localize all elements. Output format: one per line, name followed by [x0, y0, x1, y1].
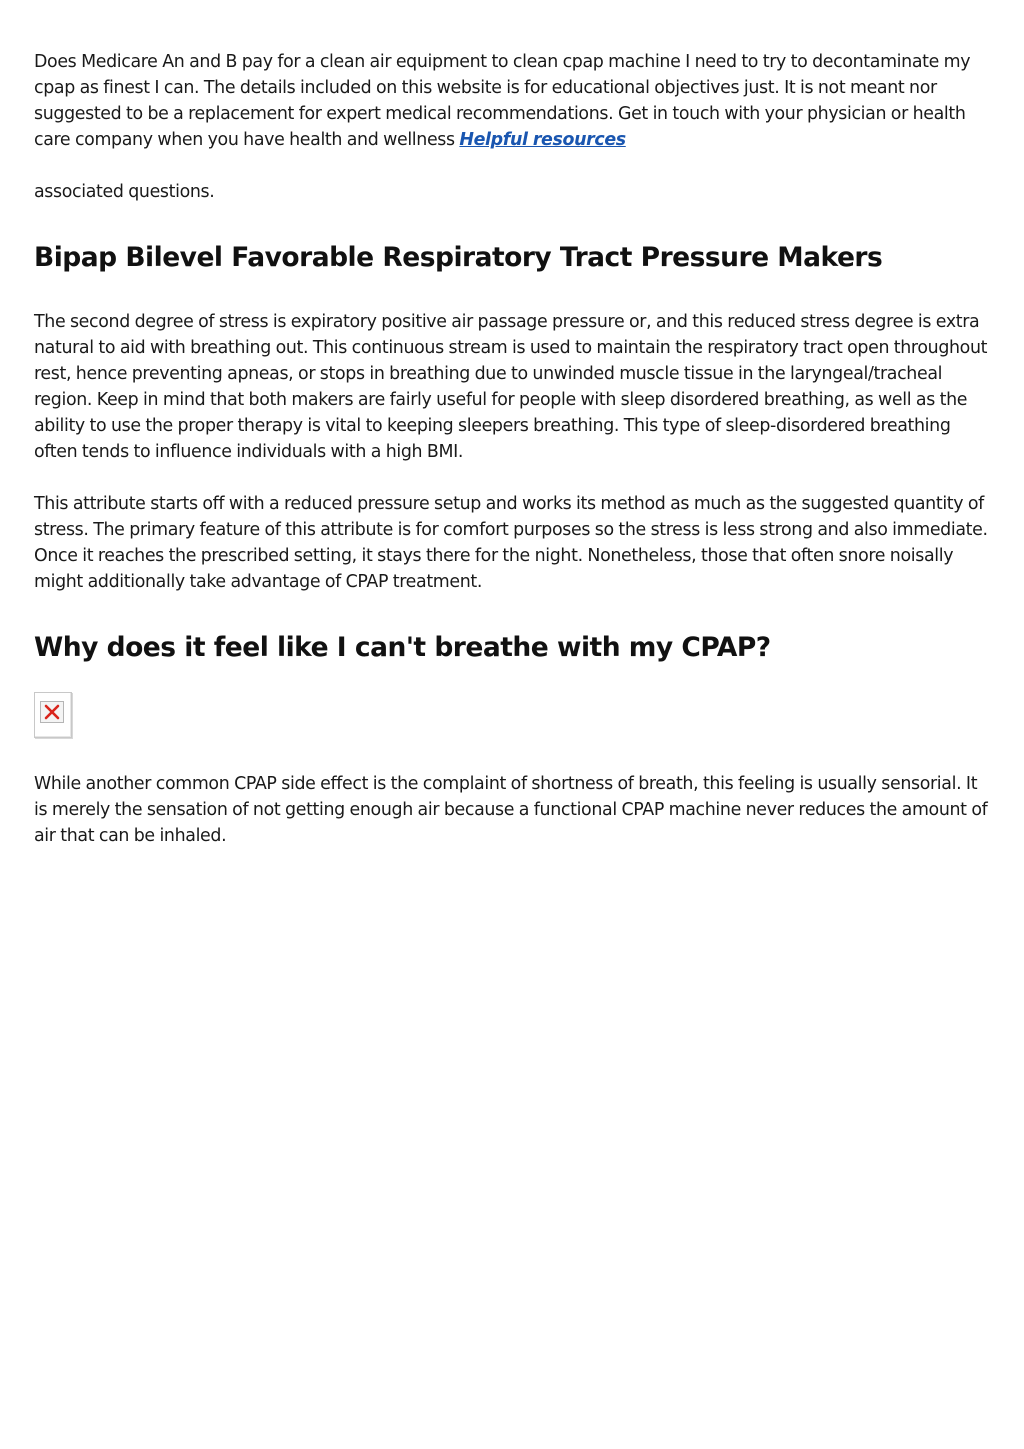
- intro-continuation: associated questions.: [34, 182, 215, 202]
- broken-image-icon: [34, 692, 72, 738]
- paragraph-pressure-levels: The second degree of stress is expiratory positive air passage pressure or, and this reduced stress degree is extra natural to aid with breathing out. This continuous stream is used to maintain the respiratory tract open throughout rest, hence preventing apneas, or stops in breathing due to unwinded muscle tissue in the laryngeal/tracheal region. Keep in mind that both makers are fairly useful for people with sleep disordered breathing, as well as the ability to use the proper therapy is vital to keeping sleepers breathing. This type of sleep-disordered breathing often tends to influence individuals with a high BMI.: [34, 312, 988, 462]
- image-error-x-icon: [44, 704, 60, 720]
- section-heading-bipap: Bipap Bilevel Favorable Respiratory Tract Pressure Makers: [34, 242, 883, 273]
- intro-paragraph: [34, 49, 990, 153]
- section-heading-cant-breathe: Why does it feel like I can't breathe with my CPAP?: [34, 632, 771, 663]
- paragraph-ramp-feature: This attribute starts off with a reduced pressure setup and works its method as much as the suggested quantity of stress. The primary feature of this attribute is for comfort purposes so the stress is less strong and also immediate. Once it reaches the prescribed setting, it stays there for the night. Nonetheless, those that often snore noisally might additionally take advantage of CPAP treatment.: [34, 494, 988, 592]
- article: [34, 49, 990, 849]
- intro-text: Does Medicare An and B pay for a clean air equipment to clean cpap machine I need to try to decontaminate my cpap as finest I can. The details included on this website is for educational objectives just. It is not meant nor suggested to be a replacement for expert medical recommendations. Get in touch with your physician or health care company when you have health and wellness: [34, 52, 971, 150]
- paragraph-shortness-of-breath: While another common CPAP side effect is the complaint of shortness of breath, this feeling is usually sensorial. It is merely the sensation of not getting enough air because a functional CPAP machine never reduces the amount of air that can be inhaled.: [34, 774, 988, 846]
- helpful-resources-link[interactable]: Helpful resources: [459, 130, 626, 150]
